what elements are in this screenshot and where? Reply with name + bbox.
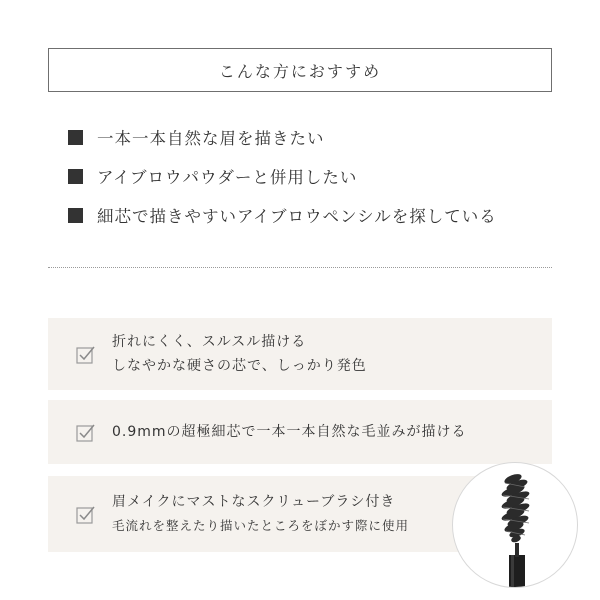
recommend-item: [68, 163, 548, 189]
feature-text: 毛流れを整えたり描いたところをぼかす際に使用: [112, 518, 410, 533]
dotted-divider: [48, 267, 552, 268]
spoolie-brush-image: [452, 462, 578, 588]
recommend-item-text: アイブロウパウダーと併用したい: [97, 168, 358, 187]
recommend-item-text: 一本一本自然な眉を描きたい: [97, 129, 325, 148]
feature-text: しなやかな硬さの芯で、しっかり発色: [112, 358, 367, 374]
recommend-item: [68, 202, 548, 228]
square-bullet-icon: [68, 130, 83, 145]
section-title: こんな方におすすめ: [218, 61, 382, 81]
feature-text: 0.9mmの超極細芯で一本一本自然な毛並みが描ける: [112, 424, 467, 440]
feature-box: [48, 400, 552, 464]
section-title-box: [48, 48, 552, 92]
recommend-list: [68, 124, 548, 241]
square-bullet-icon: [68, 169, 83, 184]
checkbox-check-icon: [76, 505, 94, 523]
checkbox-check-icon: [76, 423, 94, 441]
checkbox-check-icon: [76, 345, 94, 363]
recommend-item: [68, 124, 548, 150]
recommend-item-text: 細芯で描きやすいアイブロウペンシルを探している: [97, 207, 497, 226]
feature-text: 眉メイクにマストなスクリューブラシ付き: [112, 494, 396, 510]
square-bullet-icon: [68, 208, 83, 223]
feature-text: 折れにくく、スルスル描ける: [112, 334, 307, 350]
feature-box: [48, 318, 552, 390]
